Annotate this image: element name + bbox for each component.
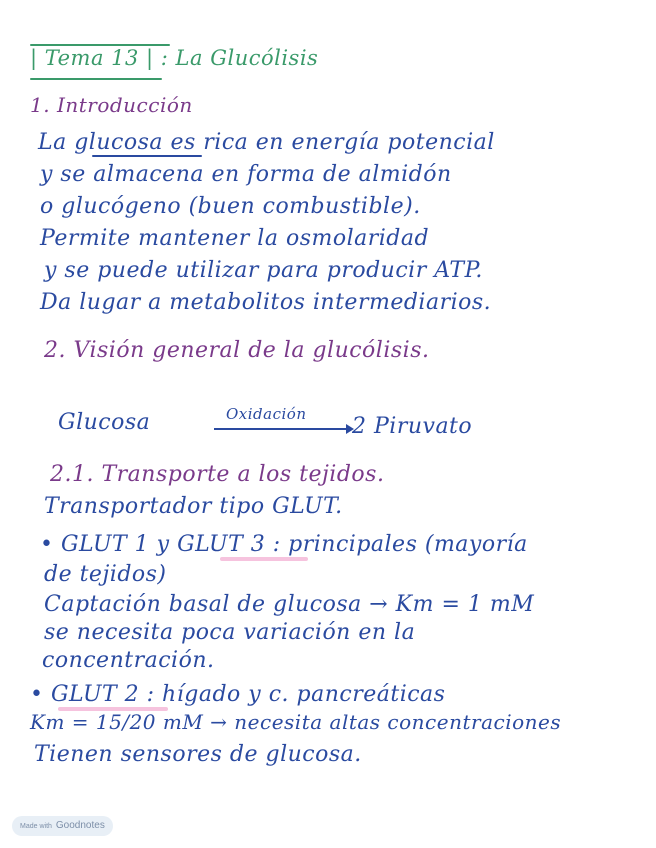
intro-line: Permite mantener la osmolaridad (40, 226, 430, 251)
section-heading-overview: 2. Visión general de la glucólisis. (44, 338, 430, 363)
transport-line: • GLUT 2 : hígado y c. pancreáticas (30, 682, 446, 707)
intro-line: y se almacena en forma de almidón (40, 162, 452, 187)
goodnotes-badge (12, 816, 113, 836)
transport-line: Tienen sensores de glucosa. (34, 742, 362, 767)
section-heading-intro: 1. Introducción (30, 93, 193, 117)
transport-line: de tejidos) (44, 562, 167, 587)
page-title: | Tema 13 | : La Glucólisis (30, 46, 319, 70)
reaction-arrow-icon (214, 428, 352, 430)
section-heading-transport: 2.1. Transporte a los tejidos. (50, 462, 385, 487)
transport-line: Transportador tipo GLUT. (44, 494, 343, 519)
reaction-arrow-label: Oxidación (226, 405, 307, 423)
badge-made-with: Made with (20, 823, 52, 830)
reaction-substrate: Glucosa (58, 410, 151, 435)
glucosa-underline (92, 155, 202, 157)
glut3-highlight (220, 557, 308, 561)
transport-line: Captación basal de glucosa → Km = 1 mM (44, 592, 535, 617)
badge-app-name: Goodnotes (55, 820, 105, 831)
intro-line: Da lugar a metabolitos intermediarios. (40, 290, 492, 315)
transport-line: concentración. (42, 648, 215, 673)
transport-line: • GLUT 1 y GLUT 3 : principales (mayoría (40, 532, 528, 557)
intro-line: y se puede utilizar para producir ATP. (44, 258, 483, 283)
intro-line: La glucosa es rica en energía potencial (38, 130, 495, 155)
intro-line: o glucógeno (buen combustible). (40, 194, 421, 219)
transport-line: Km = 15/20 mM → necesita altas concentraciones (30, 710, 562, 734)
transport-line: se necesita poca variación en la (44, 620, 416, 645)
reaction-product: 2 Piruvato (352, 414, 473, 439)
title-bottom-rule (30, 78, 162, 80)
